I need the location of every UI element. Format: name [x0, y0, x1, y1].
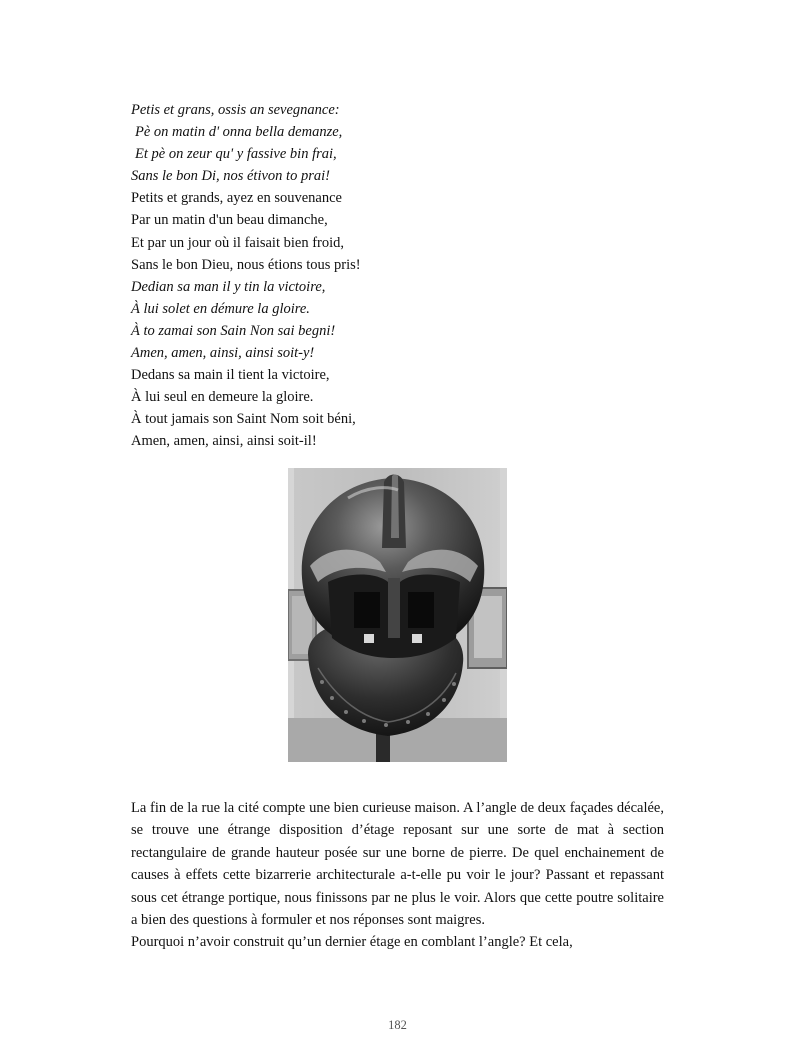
poem-line: Et par un jour où il faisait bien froid,: [131, 234, 345, 251]
poem-line: Sans le bon Dieu, nous étions tous pris!: [131, 256, 361, 273]
poem-line: Pè on matin d' onna bella demanze,: [135, 124, 343, 141]
poem-line: Amen, amen, ainsi, ainsi soit-il!: [131, 433, 317, 450]
poem-line: Petits et grands, ayez en souvenance: [131, 190, 342, 207]
poem-line: À to zamai son Sain Non sai begni!: [131, 322, 336, 339]
poem-line: Dedian sa man il y tin la victoire,: [131, 278, 326, 295]
poem-line: Et pè on zeur qu' y fassive bin frai,: [135, 146, 337, 163]
poem-block: [131, 99, 671, 453]
paragraph: Pourquoi n’avoir construit qu’un dernier étage en comblant l’angle? Et cela,: [131, 934, 573, 951]
poem-line: À lui solet en démure la gloire.: [131, 300, 310, 317]
poem-line: Par un matin d'un beau dimanche,: [131, 212, 328, 229]
poem-line: Dedans sa main il tient la victoire,: [131, 367, 330, 384]
poem-line: Sans le bon Di, nos étivon to prai!: [131, 168, 330, 185]
poem-line: Amen, amen, ainsi, ainsi soit-y!: [131, 345, 315, 362]
paragraph: La fin de la rue la cité compte une bien curieuse maison. A l’angle de deux façades décalée, se trouve une étrange disposition d’étage reposant sur une sorte de mat à section rectangulaire de grande hauteur posée sur une borne de pierre. De quel enchainement de causes à effets cette bizarrerie architecturale a-t-elle pu voir le jour? Passant et repassant sous cet étrange portique, nous finissons par ne plus le voir. Alors que cette poutre solitaire a bien des questions à formuler et nos réponses sont maigres.: [131, 800, 664, 929]
poem-line: À lui seul en demeure la gloire.: [131, 389, 314, 406]
helmet-photo: [288, 468, 507, 762]
poem-line: Petis et grans, ossis an sevegnance:: [131, 102, 340, 118]
page-number: 182: [388, 1018, 407, 1032]
body-text: [131, 797, 664, 954]
poem-line: À tout jamais son Saint Nom soit béni,: [131, 411, 356, 428]
helmet-illustration: [288, 468, 507, 762]
